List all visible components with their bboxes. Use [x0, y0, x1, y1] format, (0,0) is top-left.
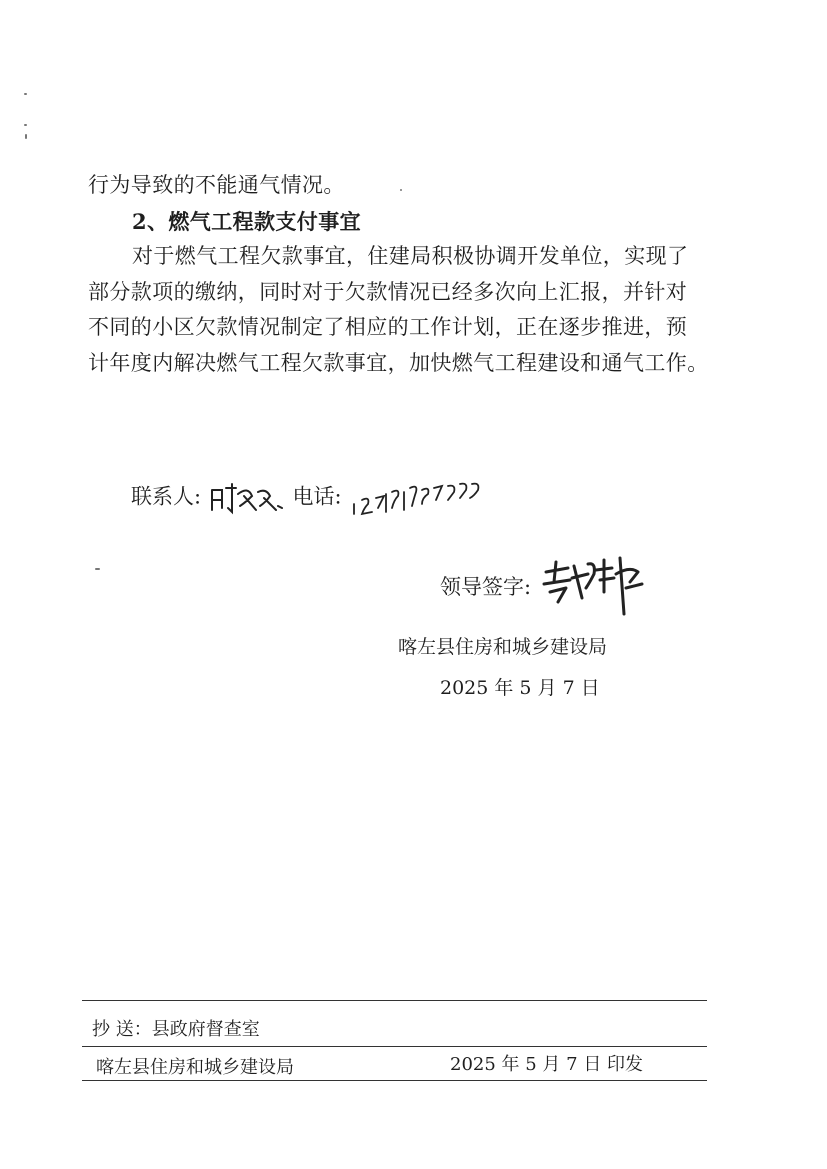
scan-speck: [24, 124, 27, 126]
leader-signature-handwriting: [538, 552, 650, 618]
footer-rule-bottom: [82, 1080, 707, 1081]
cc-line: 抄 送：县政府督查室: [92, 1019, 260, 1040]
footer-rule-middle: [82, 1046, 707, 1047]
footer-issue-date: 2025 年 5 月 7 日 印发: [450, 1054, 644, 1075]
issuing-org: 喀左县住房和城乡建设局: [398, 636, 608, 658]
footer-rule-top: [82, 1000, 707, 1001]
leader-signature-label: 领导签字:: [440, 575, 532, 599]
document-date: 2025 年 5 月 7 日: [440, 677, 600, 699]
footer-issuer: 喀左县住房和城乡建设局: [96, 1057, 294, 1078]
body-text: [88, 168, 724, 381]
phone-number-handwriting: [348, 478, 488, 518]
paragraph-line: 对于燃气工程欠款事宜，住建局积极协调开发单位，实现了: [132, 244, 689, 268]
paragraph-line: 不同的小区欠款情况制定了相应的工作计划，正在逐步推进，预: [88, 315, 688, 339]
contact-label: 联系人:: [131, 484, 202, 509]
paragraph-continuation: 行为导致的不能通气情况。: [88, 173, 345, 197]
phone-label: 电话:: [292, 484, 342, 509]
paragraph-line: 部分款项的缴纳，同时对于欠款情况已经多次向上汇报，并针对: [88, 279, 688, 304]
leader-signature-line: [440, 552, 650, 618]
section-heading: 2、燃气工程款支付事宜: [132, 208, 362, 234]
scan-speck: [95, 568, 100, 570]
contact-name-handwriting: [208, 480, 286, 516]
paragraph-line: 计年度内解决燃气工程欠款事宜，加快燃气工程建设和通气工作。: [88, 350, 709, 375]
contact-line: [131, 478, 488, 518]
scan-speck: [24, 93, 27, 95]
scan-speck: [25, 134, 27, 139]
